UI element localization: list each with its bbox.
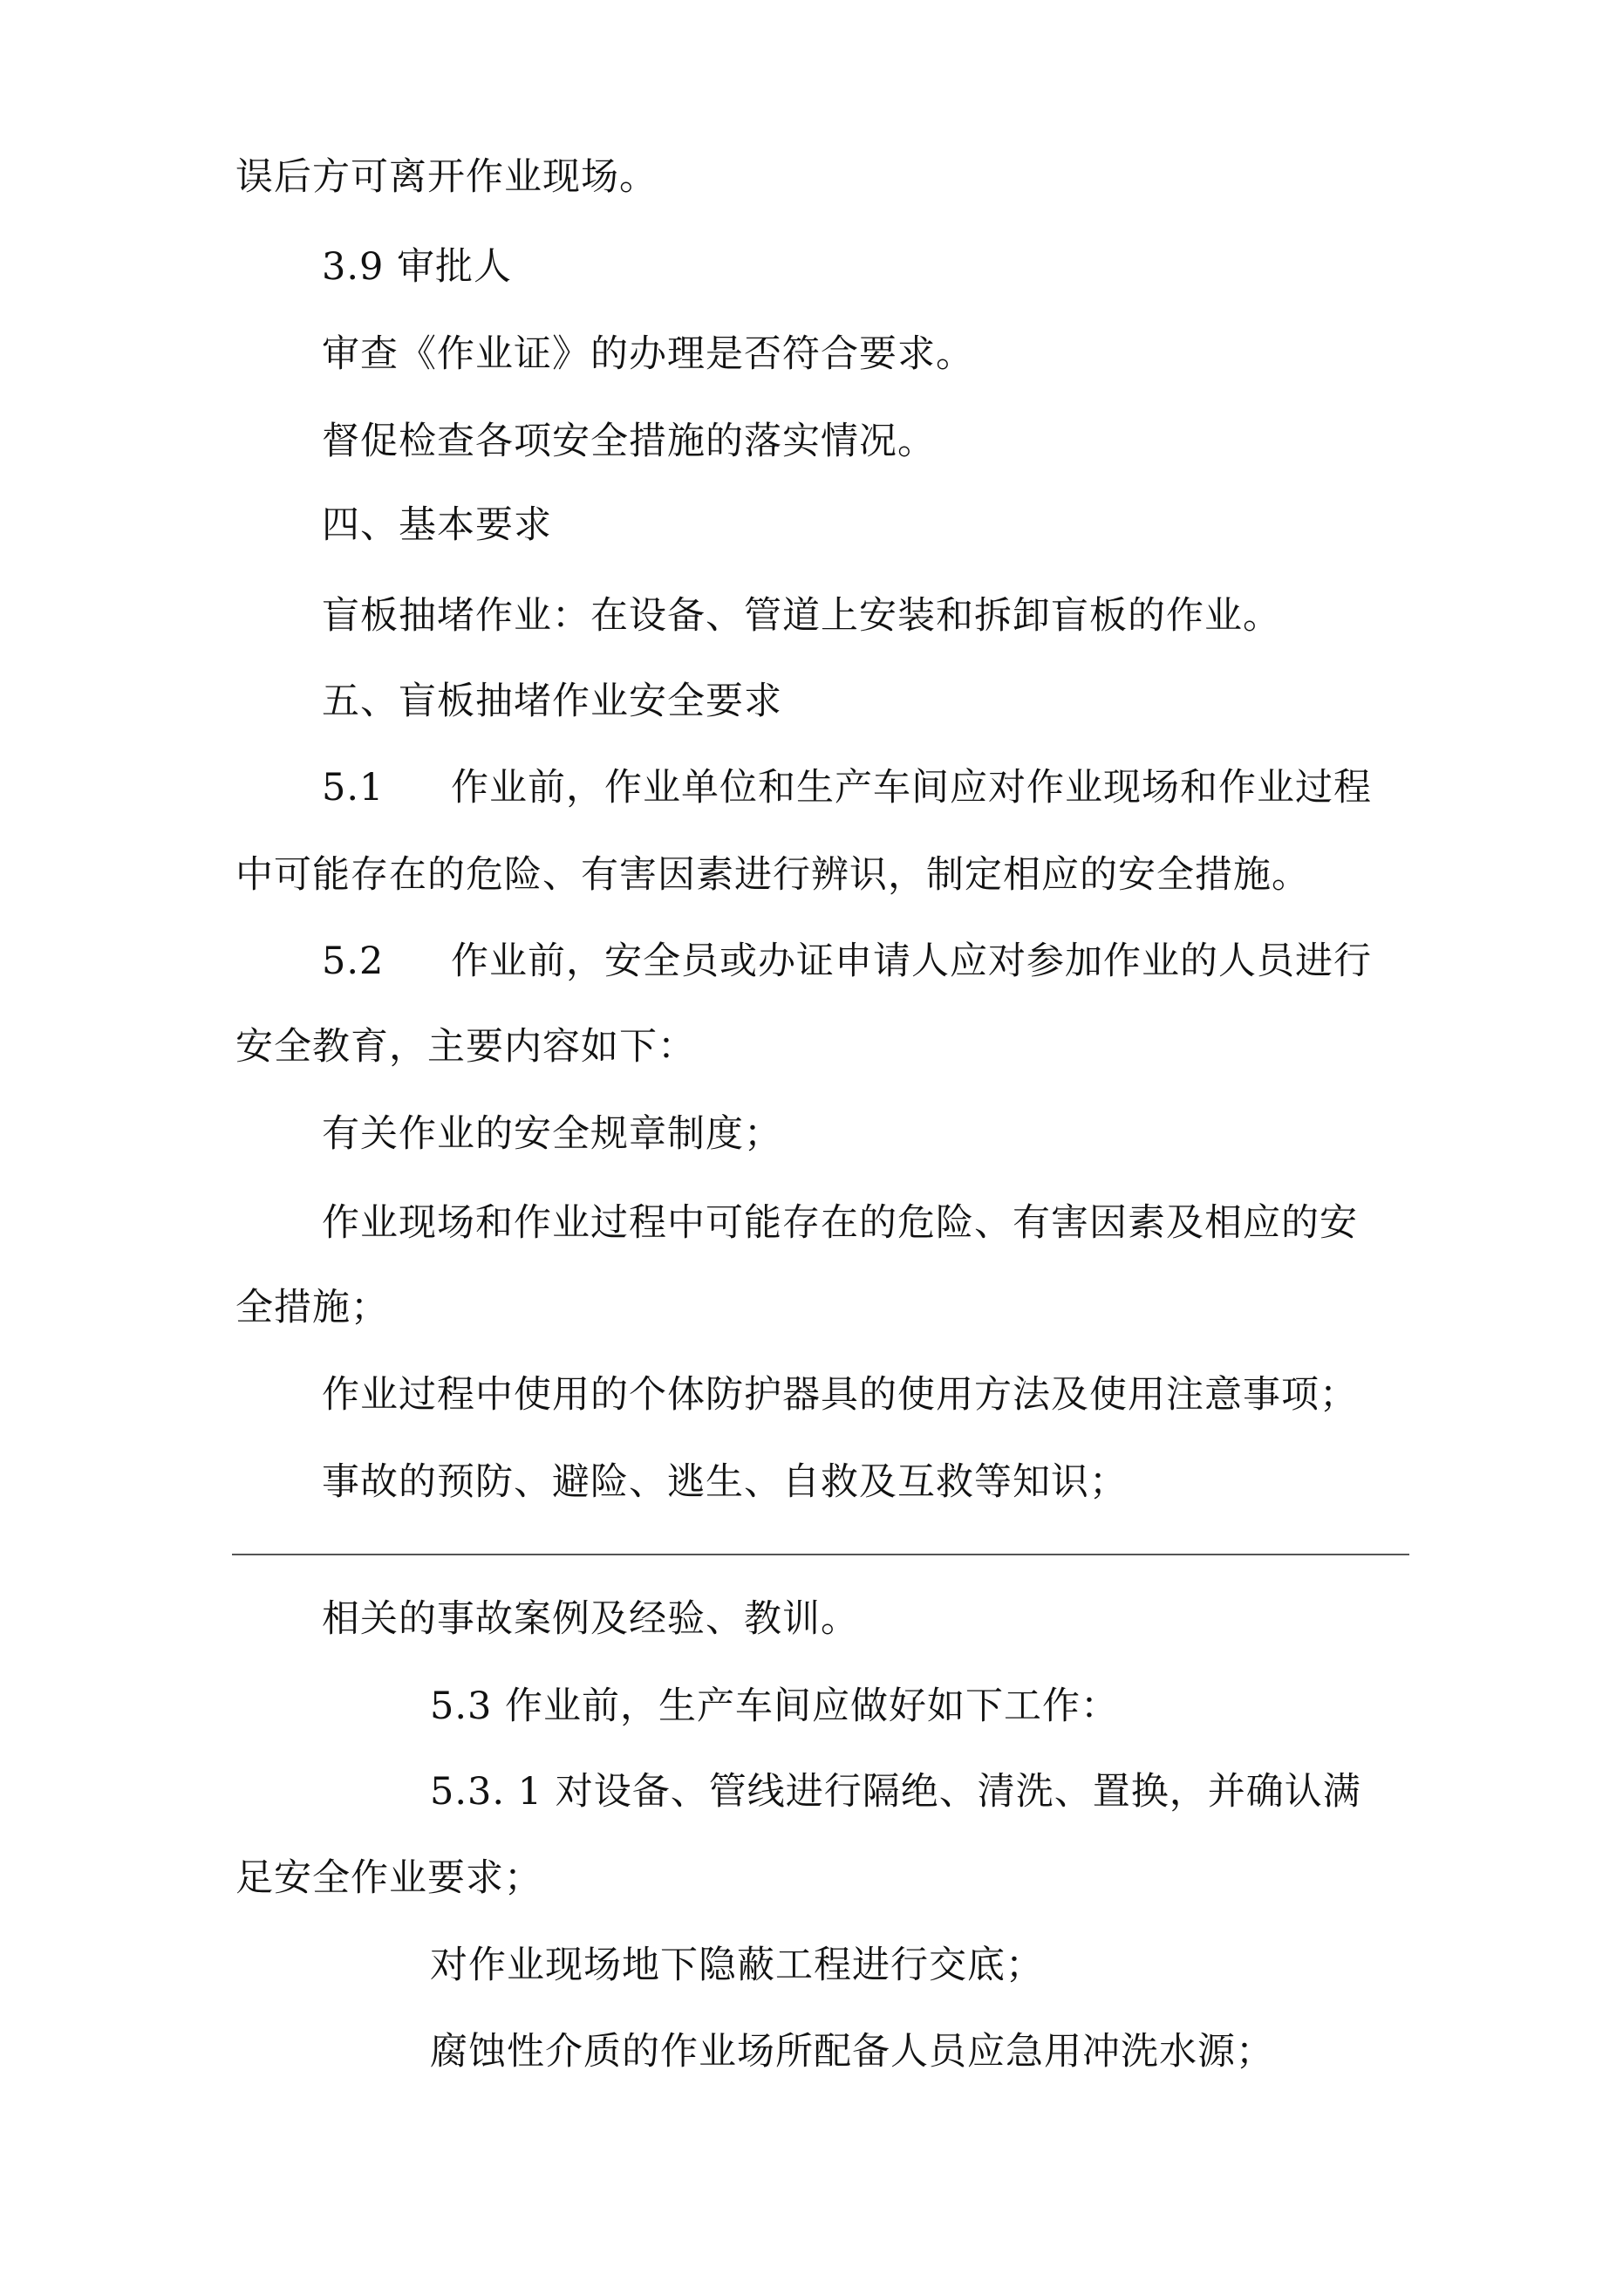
text-line: 安全教育，主要内容如下： xyxy=(235,1025,696,1069)
list-item: 作业过程中使用的个体防护器具的使用方法及使用注意事项； xyxy=(322,1373,1358,1417)
list-item: 有关作业的安全规章制度； xyxy=(322,1112,782,1156)
page-divider xyxy=(232,1554,1409,1555)
list-item: 事故的预防、避险、逃生、自救及互救等知识； xyxy=(322,1460,1128,1504)
text-line: 全措施； xyxy=(235,1286,389,1329)
list-item: 对作业现场地下隐蔽工程进行交底； xyxy=(430,1944,1044,1987)
text-line: 审查《作业证》的办理是否符合要求。 xyxy=(322,332,974,376)
numbered-paragraph xyxy=(322,762,1372,814)
list-item: 腐蚀性介质的作业场所配备人员应急用冲洗水源； xyxy=(430,2030,1274,2074)
text-line: 5.3. 1 对设备、管线进行隔绝、清洗、置换，并确认满 xyxy=(430,1770,1361,1814)
numbered-paragraph xyxy=(322,935,1372,987)
section-heading: 5.3 作业前，生产车间应做好如下工作： xyxy=(430,1684,1120,1728)
section-heading: 四、基本要求 xyxy=(322,503,552,547)
list-item: 作业现场和作业过程中可能存在的危险、有害因素及相应的安 xyxy=(322,1201,1358,1245)
clause-number: 5.1 xyxy=(322,766,385,810)
list-item: 相关的事故案例及经验、教训。 xyxy=(322,1597,859,1641)
text-line: 督促检查各项安全措施的落实情况。 xyxy=(322,420,936,463)
section-heading: 3.9 审批人 xyxy=(322,245,513,289)
text-line: 盲板抽堵作业：在设备、管道上安装和拆卸盲板的作业。 xyxy=(322,594,1281,638)
text-line: 误后方可离开作业现场。 xyxy=(235,155,658,199)
section-heading: 五、盲板抽堵作业安全要求 xyxy=(322,680,782,723)
clause-number: 5.2 xyxy=(322,940,385,983)
text-line: 作业前，作业单位和生产车间应对作业现场和作业过程 xyxy=(451,766,1372,810)
text-line: 足安全作业要求； xyxy=(235,1856,542,1900)
text-line: 中可能存在的危险、有害因素进行辨识，制定相应的安全措施。 xyxy=(235,853,1310,897)
text-line: 作业前，安全员或办证申请人应对参加作业的人员进行 xyxy=(451,940,1372,983)
